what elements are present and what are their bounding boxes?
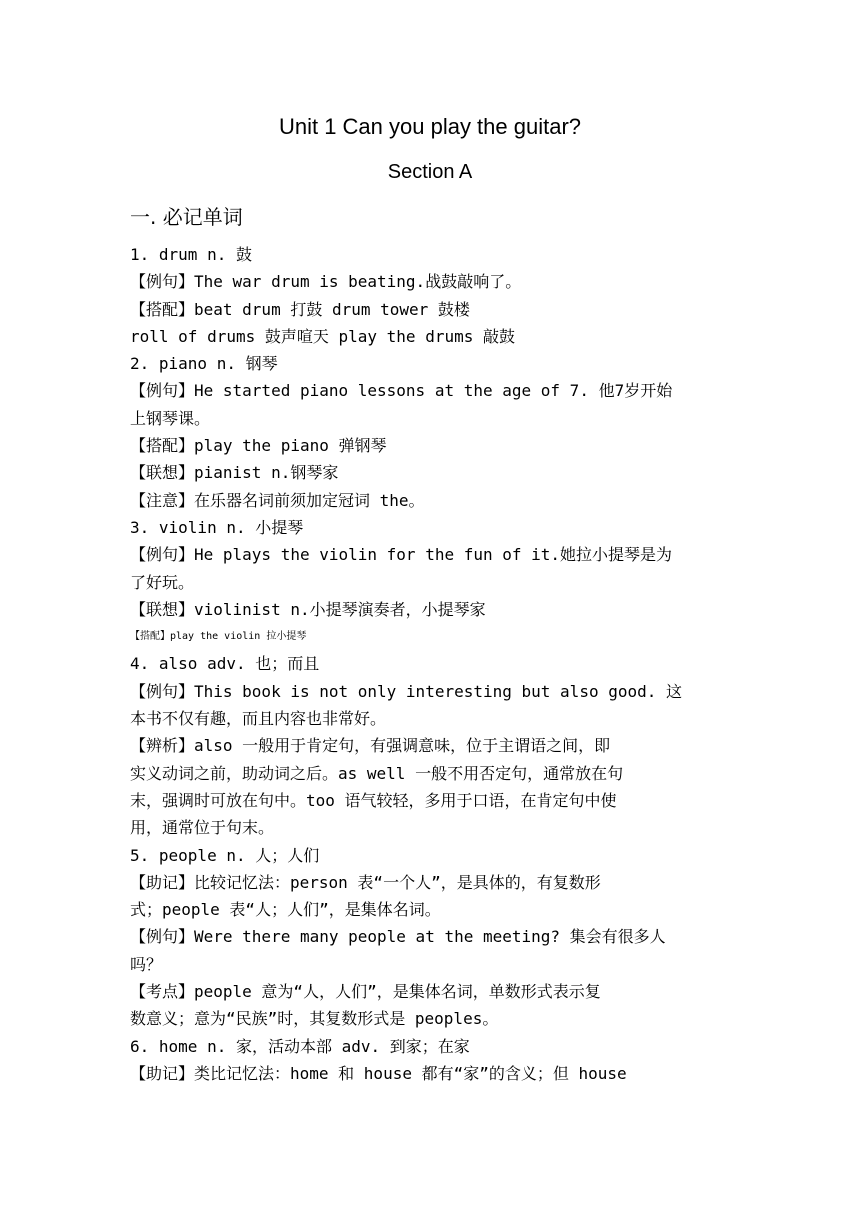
text-line: 式；people 表“人；人们”，是集体名词。 — [130, 900, 441, 920]
text-line: 【例句】He plays the violin for the fun of it.她拉小提琴是为 — [130, 545, 673, 565]
text-line-small: 【搭配】play the violin 拉小提琴 — [130, 631, 307, 643]
text-line: 【助记】类比记忆法：home 和 house 都有“家”的含义；但 house — [130, 1063, 627, 1083]
text-line: 【例句】He started piano lessons at the age of 7. 他7岁开始 — [130, 381, 673, 401]
text-line: 2. piano n. 钢琴 — [130, 354, 278, 374]
text-line: 5. people n. 人；人们 — [130, 845, 320, 865]
text-line: 【助记】比较记忆法：person 表“一个人”，是具体的，有复数形 — [130, 872, 601, 892]
text-line: 吗？ — [130, 954, 163, 974]
text-line: 末，强调时可放在句中。too 语气较轻，多用于口语，在肯定句中使 — [130, 790, 617, 810]
text-line: 【联想】pianist n.钢琴家 — [130, 463, 339, 483]
text-line: 了好玩。 — [130, 572, 195, 592]
text-line: 【例句】The war drum is beating.战鼓敲响了。 — [130, 272, 522, 292]
text-line: roll of drums 鼓声喧天 play the drums 敲鼓 — [130, 326, 515, 346]
section-heading: 一. 必记单词 — [130, 205, 243, 229]
text-line: 【例句】Were there many people at the meeting? 集会有很多人 — [130, 927, 666, 947]
text-line: 【搭配】play the piano 弹钢琴 — [130, 436, 387, 456]
text-line: 1. drum n. 鼓 — [130, 245, 252, 264]
text-line: 数意义；意为“民族”时，其复数形式是 peoples。 — [130, 1009, 499, 1029]
text-line: 上钢琴课。 — [130, 408, 211, 428]
document-body — [130, 241, 732, 1087]
text-line: 本书不仅有趣，而且内容也非常好。 — [130, 709, 387, 729]
document-title: Unit 1 Can you play the guitar? — [278, 114, 582, 139]
text-line: 实义动词之前，助动词之后。as well 一般不用否定句，通常放在句 — [130, 763, 624, 783]
text-line: 6. home n. 家，活动本部 adv. 到家；在家 — [130, 1036, 470, 1056]
text-line: 【搭配】beat drum 打鼓 drum tower 鼓楼 — [130, 299, 470, 319]
text-line: 4. also adv. 也；而且 — [130, 654, 320, 674]
text-line: 用，通常位于句末。 — [130, 818, 275, 838]
section-title: Section A — [387, 161, 473, 183]
text-line: 【例句】This book is not only interesting but also good. 这 — [130, 681, 683, 701]
text-line: 3. violin n. 小提琴 — [130, 517, 304, 537]
text-line: 【考点】people 意为“人，人们”，是集体名词，单数形式表示复 — [130, 982, 601, 1002]
text-line: 【联想】violinist n.小提琴演奏者，小提琴家 — [130, 599, 486, 619]
text-line: 【辨析】also 一般用于肯定句，有强调意味，位于主谓语之间，即 — [130, 736, 611, 756]
text-line: 【注意】在乐器名词前须加定冠词 the。 — [130, 490, 425, 510]
